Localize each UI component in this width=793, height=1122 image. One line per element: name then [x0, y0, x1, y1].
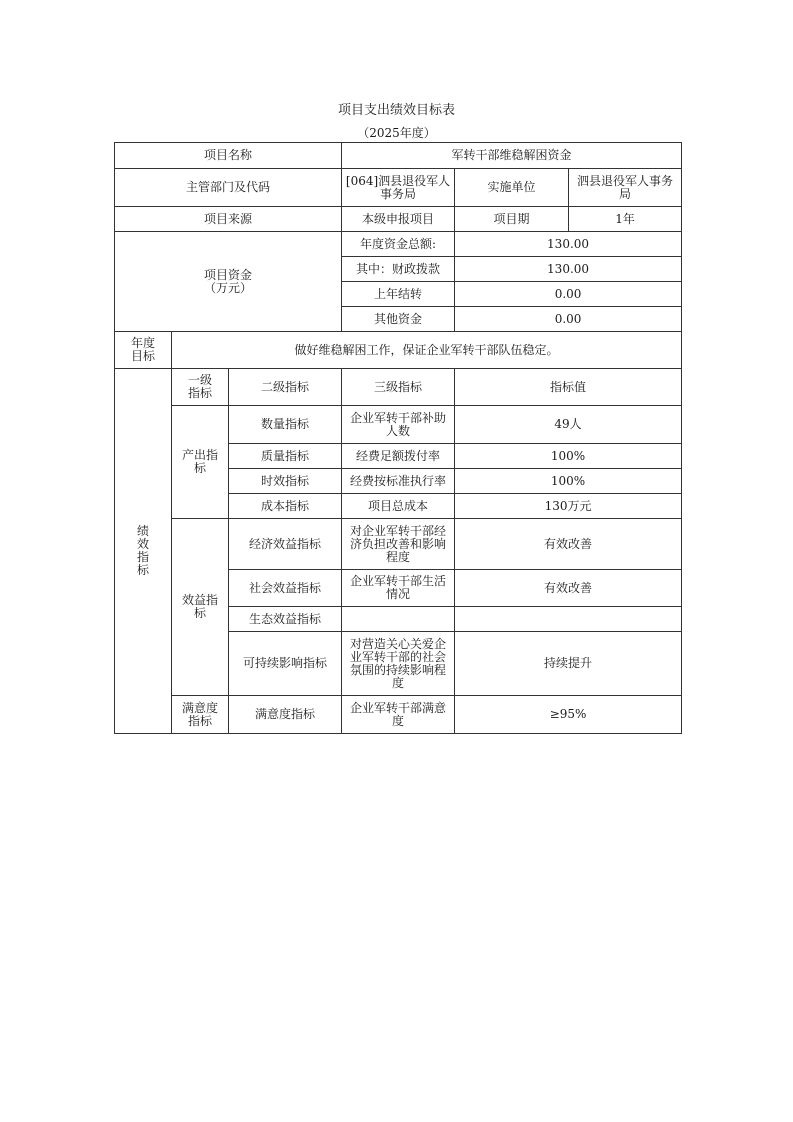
level2-indicator: 可持续影响指标: [229, 632, 342, 696]
column-header: 指标值: [455, 369, 682, 406]
source-row: [115, 207, 682, 232]
project-period-value: 1年: [569, 207, 682, 232]
project-name-value: 军转干部维稳解困资金: [342, 143, 682, 169]
level2-indicator: 成本指标: [229, 494, 342, 519]
level1-indicator: 效益指 标: [172, 519, 229, 696]
funds-label: 项目资金 （万元）: [115, 232, 342, 332]
project-name-row: [115, 143, 682, 169]
indicator-row: [115, 696, 682, 734]
indicator-value: 持续提升: [455, 632, 682, 696]
indicator-value: 有效改善: [455, 570, 682, 607]
level2-indicator: 时效指标: [229, 469, 342, 494]
funds-item-value: 130.00: [455, 232, 682, 257]
funds-item-label: 上年结转: [342, 282, 455, 307]
department-label: 主管部门及代码: [115, 169, 342, 207]
project-period-label: 项目期: [455, 207, 569, 232]
indicator-value: [455, 607, 682, 632]
level3-indicator: 对企业军转干部经济负担改善和影响程度: [342, 519, 455, 570]
level2-indicator: 数量指标: [229, 406, 342, 444]
performance-table: [114, 142, 682, 734]
implementing-unit-value: 泗县退役军人事务局: [569, 169, 682, 207]
document-year: （2025年度）: [357, 126, 436, 140]
project-source-value: 本级申报项目: [342, 207, 455, 232]
level3-indicator: 对营造关心关爱企业军转干部的社会氛围的持续影响程度: [342, 632, 455, 696]
project-source-label: 项目来源: [115, 207, 342, 232]
annual-goal-text: 做好维稳解困工作，保证企业军转干部队伍稳定。: [172, 332, 682, 369]
project-name-label: 项目名称: [115, 143, 342, 169]
performance-indicators-label: 绩 效 指 标: [115, 369, 172, 734]
implementing-unit-label: 实施单位: [455, 169, 569, 207]
column-header: 二级指标: [229, 369, 342, 406]
level3-indicator: 项目总成本: [342, 494, 455, 519]
level2-indicator: 经济效益指标: [229, 519, 342, 570]
level2-indicator: 满意度指标: [229, 696, 342, 734]
level2-indicator: 社会效益指标: [229, 570, 342, 607]
level1-indicator: 满意度 指标: [172, 696, 229, 734]
funds-row: [115, 232, 682, 257]
funds-item-value: 0.00: [455, 307, 682, 332]
column-header: 三级指标: [342, 369, 455, 406]
column-header: 一级 指标: [172, 369, 229, 406]
department-row: [115, 169, 682, 207]
level1-indicator: 产出指 标: [172, 406, 229, 519]
level3-indicator: 企业军转干部满意度: [342, 696, 455, 734]
department-value: [064]泗县退役军人事务局: [342, 169, 455, 207]
indicator-header-row: [115, 369, 682, 406]
indicator-row: [115, 406, 682, 444]
level2-indicator: 质量指标: [229, 444, 342, 469]
level2-indicator: 生态效益指标: [229, 607, 342, 632]
level3-indicator: 经费足额拨付率: [342, 444, 455, 469]
funds-item-label: 其他资金: [342, 307, 455, 332]
level3-indicator: 企业军转干部补助人数: [342, 406, 455, 444]
funds-item-label: 其中：财政拨款: [342, 257, 455, 282]
document-title: 项目支出绩效目标表: [337, 103, 455, 118]
annual-goal-row: [115, 332, 682, 369]
indicator-value: ≥95%: [455, 696, 682, 734]
indicator-row: [115, 519, 682, 570]
indicator-value: 130万元: [455, 494, 682, 519]
level3-indicator: 经费按标准执行率: [342, 469, 455, 494]
indicator-value: 有效改善: [455, 519, 682, 570]
indicator-value: 100%: [455, 469, 682, 494]
level3-indicator: [342, 607, 455, 632]
level3-indicator: 企业军转干部生活情况: [342, 570, 455, 607]
funds-item-value: 130.00: [455, 257, 682, 282]
funds-item-label: 年度资金总额:: [342, 232, 455, 257]
indicator-value: 49人: [455, 406, 682, 444]
annual-goal-label: 年度 目标: [115, 332, 172, 369]
funds-item-value: 0.00: [455, 282, 682, 307]
indicator-value: 100%: [455, 444, 682, 469]
